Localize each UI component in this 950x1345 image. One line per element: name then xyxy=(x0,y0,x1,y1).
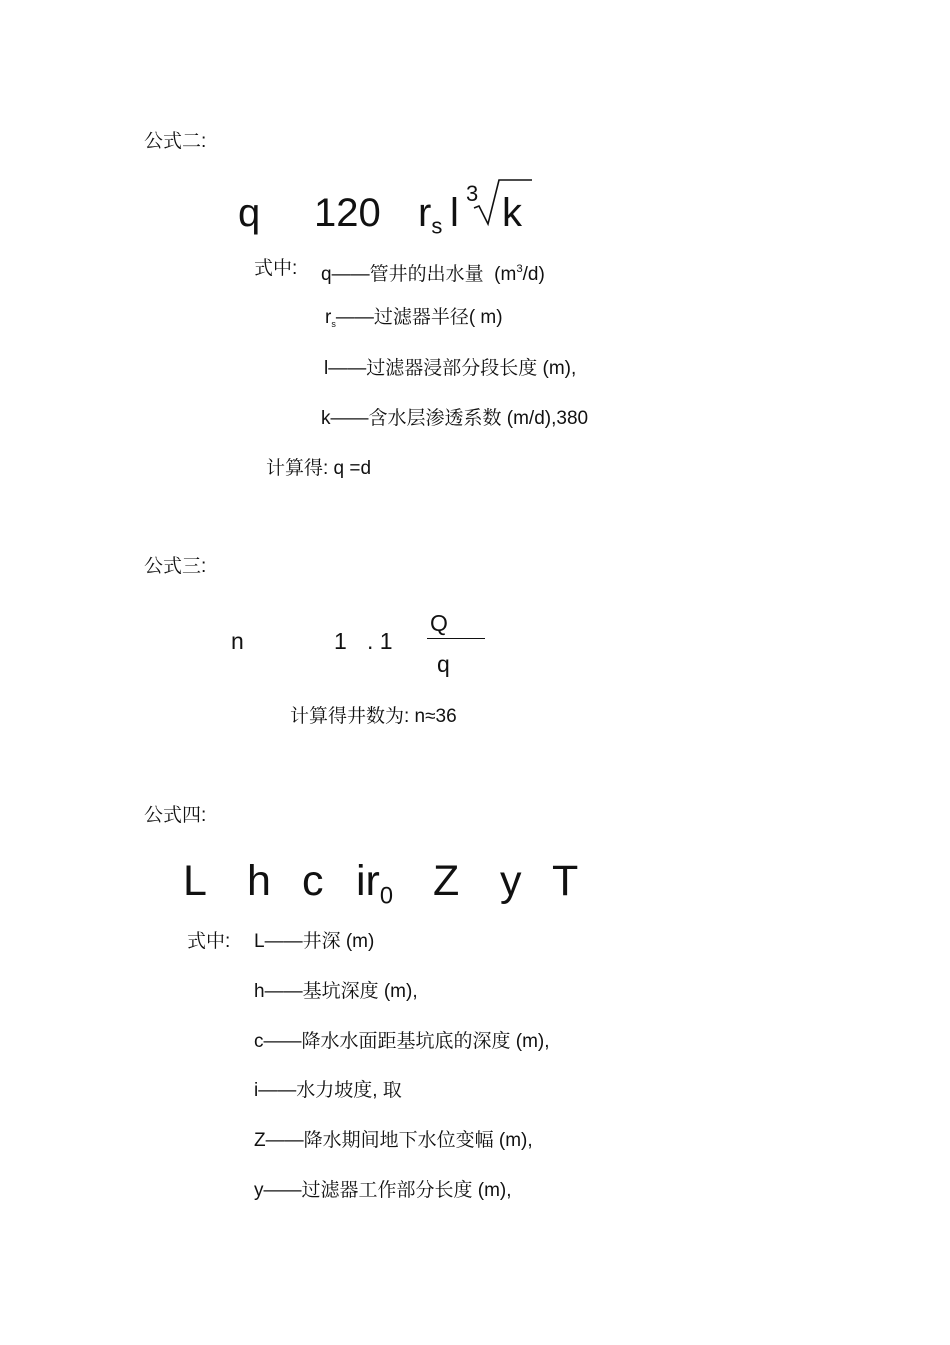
formula2-def-l: l——过滤器浸部分段长度 (m), xyxy=(324,358,577,379)
formula2-def-q: q——管井的出水量 $(m^3/d)$ xyxy=(321,263,545,285)
formula2-k: k xyxy=(502,191,522,235)
formula4-heading: 公式四: xyxy=(144,805,207,826)
formula3-denominator: q xyxy=(437,651,450,677)
formula2-result: 计算得: q =d xyxy=(266,458,372,479)
formula2-def-r: $r_s——$过滤器半径( m) xyxy=(325,307,503,329)
formula4-where-label: 式中: xyxy=(187,931,231,952)
formula4-def-y: y——过滤器工作部分长度 (m), xyxy=(254,1180,512,1201)
formula2-coef: 120 xyxy=(314,191,381,235)
fraction-bar xyxy=(427,638,485,639)
formula4-L: L xyxy=(183,857,207,905)
formula4-def-c: c——降水水面距基坑底的深度 (m), xyxy=(254,1031,550,1052)
formula4-ir: $ir_0$ xyxy=(356,857,394,910)
formula4-def-Z: Z——降水期间地下水位变幅 (m), xyxy=(254,1130,533,1151)
formula4-def-h: h——基坑深度 (m), xyxy=(254,981,418,1002)
formula4-Z: Z xyxy=(433,857,460,905)
formula3-coef-b: . 1 xyxy=(367,628,393,654)
formula3-numerator: Q xyxy=(430,610,448,636)
formula2-def-k: k——含水层渗透系数 (m/d),380 xyxy=(321,408,589,429)
formula3-heading: 公式三: xyxy=(144,556,207,577)
formula3-coef-a: 1 xyxy=(334,628,347,654)
formula4-def-i: i——水力坡度, 取 xyxy=(254,1080,402,1101)
formula4-T: T xyxy=(552,857,579,905)
formula4-h: h xyxy=(247,857,271,905)
formula2-r: $r_s$ xyxy=(418,191,443,239)
formula4-def-L: L——井深 (m) xyxy=(254,931,375,952)
formula2-where-label: 式中: xyxy=(254,258,298,279)
formula4-y: y xyxy=(500,857,522,905)
formula2-q: q xyxy=(238,191,261,235)
formula3-n: n xyxy=(231,628,244,654)
formula2-heading: 公式二: xyxy=(144,131,207,152)
formula2-root-index: 3 xyxy=(466,181,479,206)
formula3-result: 计算得井数为: n≈36 xyxy=(290,706,457,727)
formula2-l: l xyxy=(450,191,459,235)
formula4-c: c xyxy=(302,857,324,905)
